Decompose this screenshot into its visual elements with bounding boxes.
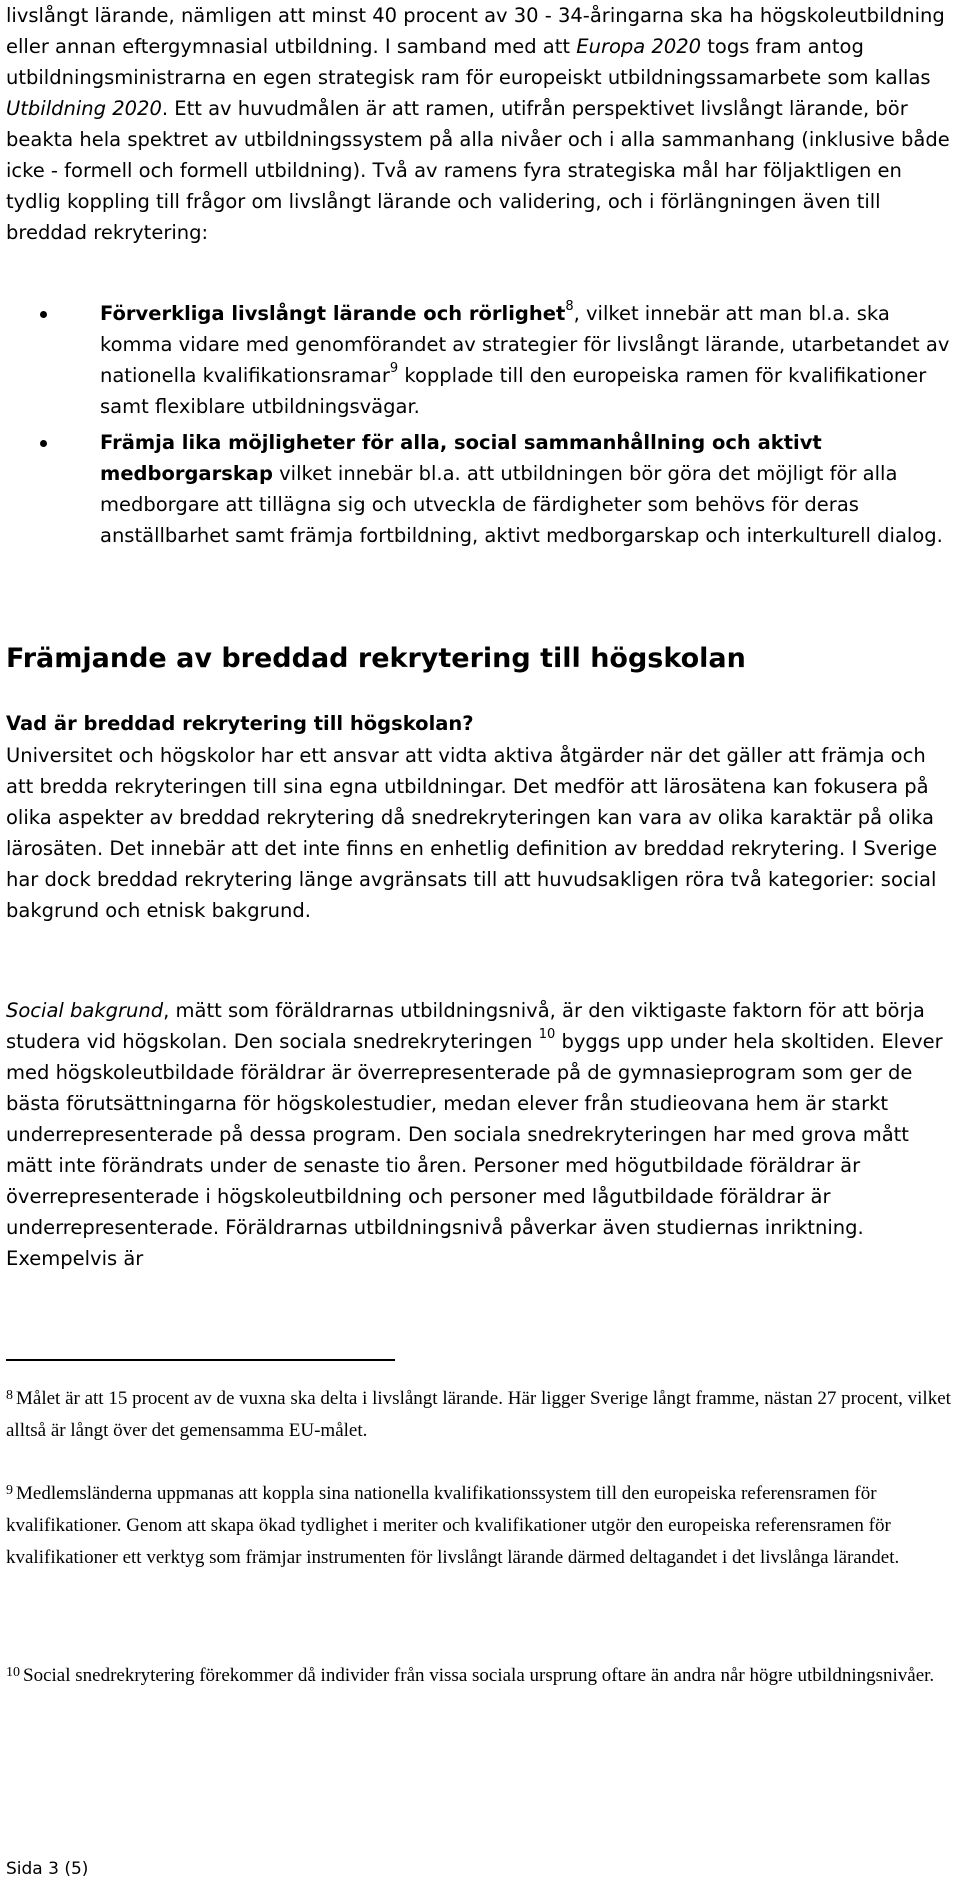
footnote-8: [6, 1380, 954, 1447]
bullet-2-bold: Främja lika möjligheter för alla, social sammanhållning och aktivt medborgarskap: [100, 431, 822, 485]
footnote-9: [6, 1475, 954, 1574]
bullet-icon: [40, 311, 47, 318]
footnote-text: Målet är att 15 procent av de vuxna ska delta i livslångt lärande. Här ligger Sverige långt framme, nästan 27 procent, vilket alltså är långt över det gemensamma EU-målet.: [6, 1388, 951, 1441]
intro-text-2: togs fram antog utbildningsministrarna en egen strategisk ram för europeiskt utbildningssamarbete som kallas: [6, 35, 931, 89]
paragraph-2-text-a: , mätt som föräldrarnas utbildningsnivå, är den viktigaste faktorn för att börja studera vid högskolan. Den sociala snedrekryteringen: [6, 999, 925, 1053]
bullet-1-text-b: kopplade till den europeiska ramen för kvalifikationer samt flexiblare utbildningsvägar.: [100, 364, 927, 418]
footnote-text: Social snedrekrytering förekommer då individer från vissa sociala ursprung oftare än andra når högre utbildningsnivåer.: [23, 1665, 935, 1686]
footnote-ref-10: 10: [538, 1027, 556, 1042]
section-heading: Främjande av breddad rekrytering till högskolan: [6, 643, 746, 674]
social-background-term: Social bakgrund: [6, 999, 164, 1022]
paragraph-2-text-b: byggs upp under hela skoltiden. Elever med högskoleutbildade föräldrar är överrepresenterade på de gymnasieprogram som ger de bästa förutsättningarna för högskolestudier, medan elever från studieovana hem är starkt underrepresenterade på dessa program. Den sociala snedrekryteringen har med grova mått mätt inte förändrats under de senaste tio åren. Personer med högutbildade föräldrar är överrepresenterade i högskoleutbildning och personer med lågutbildade föräldrar är underrepresenterade. Föräldrarnas utbildningsnivå påverkar även studiernas inriktning. Exempelvis är: [6, 1030, 943, 1270]
list-item: [0, 298, 954, 422]
paragraph-social-background: [6, 995, 954, 1274]
footnote-separator: [6, 1359, 395, 1361]
footnote-ref-8: 8: [565, 299, 574, 314]
page-number: Sida 3 (5): [6, 1859, 89, 1879]
intro-italic-utbildning: Utbildning 2020: [6, 97, 162, 120]
intro-text-3: . Ett av huvudmålen är att ramen, utifrån perspektivet livslångt lärande, bör beakta hela spektret av utbildningssystem på alla nivåer och i alla sammanhang (inklusive både icke - formell och formell utbildning). Två av ramens fyra strategiska mål har följaktligen en tydlig koppling till frågor om livslångt lärande och validering, och i förlängningen även till breddad rekrytering:: [6, 97, 950, 244]
footnote-10: [6, 1657, 954, 1692]
intro-paragraph: [6, 0, 954, 248]
footnote-number: 8: [6, 1388, 13, 1403]
intro-text-1: livslångt lärande, nämligen att minst 40 procent av 30 - 34-åringarna ska ha högskoleutbildning eller annan eftergymnasial utbildning. I samband med att: [6, 4, 945, 58]
footnote-ref-9: 9: [389, 361, 399, 376]
footnote-text: Medlemsländerna uppmanas att koppla sina nationella kvalifikationssystem till den europeiska referensramen för kvalifikationer. Genom att skapa ökad tydlighet i meriter och kvalifikationer utgör den europeiska referensramen för kvalifikationer ett verktyg som främjar instrumenten för livslångt lärande därmed deltagandet i det livslånga lärandet.: [6, 1483, 900, 1568]
list-item: [0, 427, 954, 551]
bullet-icon: [40, 440, 47, 447]
sub-heading: Vad är breddad rekrytering till högskolan?: [6, 712, 474, 735]
footnote-number: 9: [6, 1483, 13, 1498]
intro-italic-europa: Europa 2020: [576, 35, 702, 58]
footnote-number: 10: [6, 1665, 20, 1680]
bullet-1-bold: Förverkliga livslångt lärande och rörlighet: [100, 302, 566, 325]
paragraph-responsibility: Universitet och högskolor har ett ansvar att vidta aktiva åtgärder när det gäller att främja och att bredda rekryteringen till sina egna utbildningar. Det medför att lärosätena kan fokusera på olika aspekter av breddad rekrytering då snedrekryteringen kan vara av olika karaktär på olika lärosäten. Det innebär att det inte finns en enhetlig definition av breddad rekrytering. I Sverige har dock breddad rekrytering länge avgränsats till att huvudsakligen röra två kategorier: social bakgrund och etnisk bakgrund.: [6, 744, 938, 922]
goal-list: [0, 298, 954, 556]
bullet-1-text-a: , vilket innebär att man bl.a. ska komma vidare med genomförandet av strategier för livslångt lärande, utarbetandet av nationella kvalifikationsramar: [100, 302, 950, 387]
bullet-2-text: vilket innebär bl.a. att utbildningen bör göra det möjligt för alla medborgare att tillägna sig och utveckla de färdigheter som behövs för deras anställbarhet samt främja fortbildning, aktivt medborgarskap och interkulturell dialog.: [100, 462, 943, 547]
